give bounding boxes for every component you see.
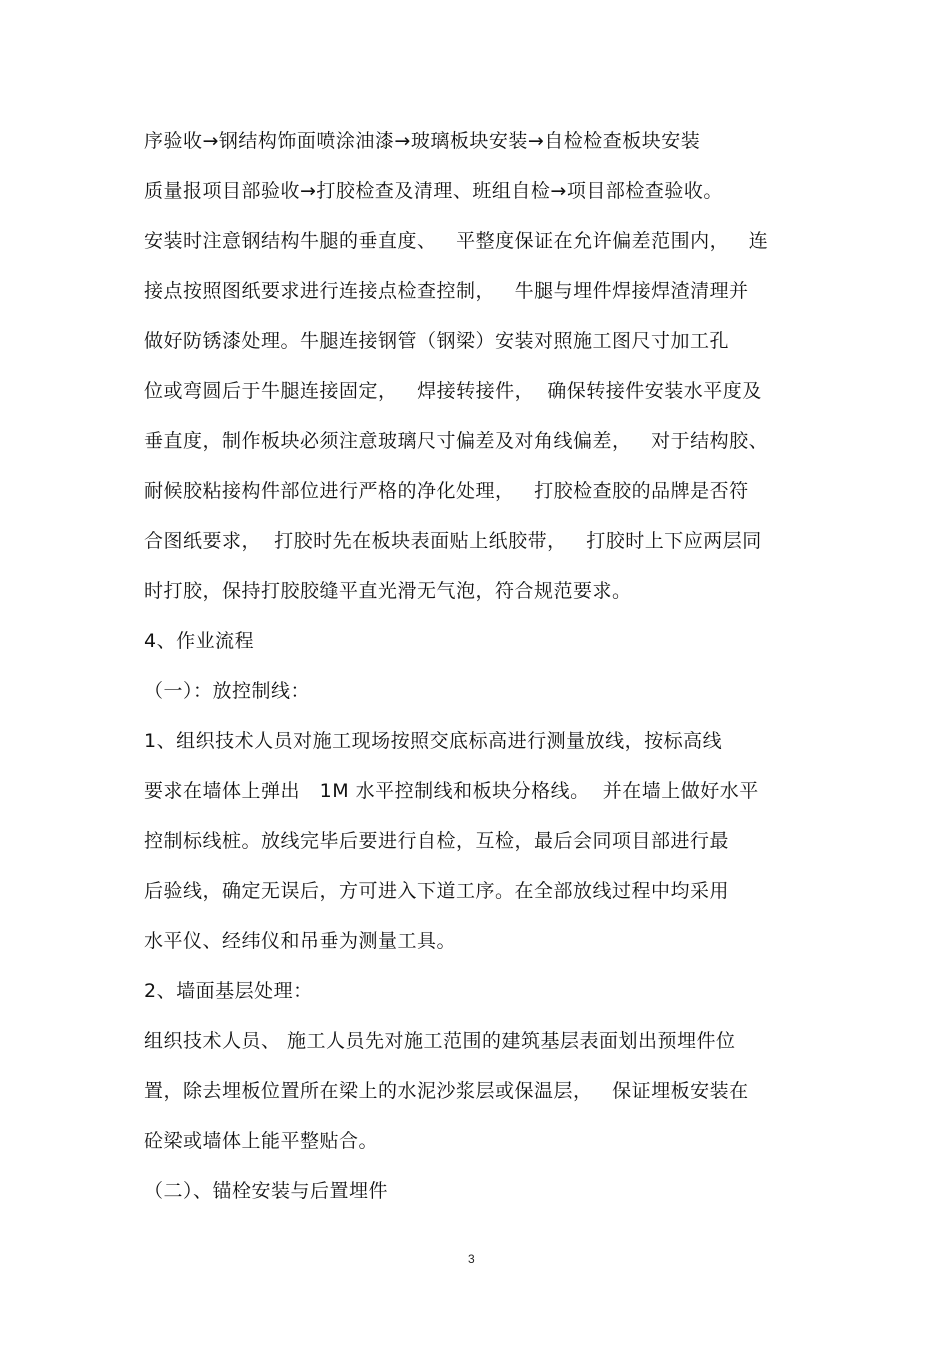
body-text-line: 控制标线桩。放线完毕后要进行自检，互检，最后会同项目部进行最: [144, 830, 730, 852]
body-text-line: 耐候胶粘接构件部位进行严格的净化处理， 打胶检查胶的品牌是否符: [144, 480, 749, 502]
body-text-line: 要求在墙体上弹出 1M 水平控制线和板块分格线。 并在墙上做好水平: [144, 780, 759, 802]
body-text-line: 垂直度，制作板块必须注意玻璃尺寸偏差及对角线偏差， 对于结构胶、: [144, 430, 769, 452]
body-text-line: 接点按照图纸要求进行连接点检查控制， 牛腿与埋件焊接焊渣清理并: [144, 280, 749, 302]
subsection-heading: （一）：放控制线：: [144, 680, 311, 702]
body-text-line: 砼梁或墙体上能平整贴合。: [144, 1130, 379, 1152]
body-text-line: 后验线，确定无误后，方可进入下道工序。在全部放线过程中均采用: [144, 880, 730, 902]
body-text-line: 安装时注意钢结构牛腿的垂直度、 平整度保证在允许偏差范围内， 连: [144, 230, 769, 252]
body-text-line: 位或弯圆后于牛腿连接固定， 焊接转接件， 确保转接件安装水平度及: [144, 380, 762, 402]
body-text-line: 置，除去埋板位置所在梁上的水泥沙浆层或保温层， 保证埋板安装在: [144, 1080, 749, 1102]
body-text-line: 水平仪、经纬仪和吊垂为测量工具。: [144, 930, 457, 952]
item-heading: 2、墙面基层处理：: [144, 980, 313, 1002]
section-heading: 4、作业流程: [144, 630, 255, 652]
body-text-line: 合图纸要求， 打胶时先在板块表面贴上纸胶带， 打胶时上下应两层同: [144, 530, 762, 552]
page-number: 3: [468, 1252, 475, 1266]
body-text-line: 时打胶，保持打胶胶缝平直光滑无气泡，符合规范要求。: [144, 580, 632, 602]
body-text-line: 质量报项目部验收→打胶检查及清理、班组自检→项目部检查验收。: [144, 180, 723, 202]
body-text-line: 做好防锈漆处理。牛腿连接钢管（钢梁）安装对照施工图尺寸加工孔: [144, 330, 730, 352]
subsection-heading: （二）、锚栓安装与后置埋件: [144, 1180, 389, 1202]
body-text-line: 1、组织技术人员对施工现场按照交底标高进行测量放线，按标高线: [144, 730, 723, 752]
body-text-line: 组织技术人员、 施工人员先对施工范围的建筑基层表面划出预埋件位: [144, 1030, 736, 1052]
body-text-line: 序验收→钢结构饰面喷涂油漆→玻璃板块安装→自检检查板块安装: [144, 130, 701, 152]
